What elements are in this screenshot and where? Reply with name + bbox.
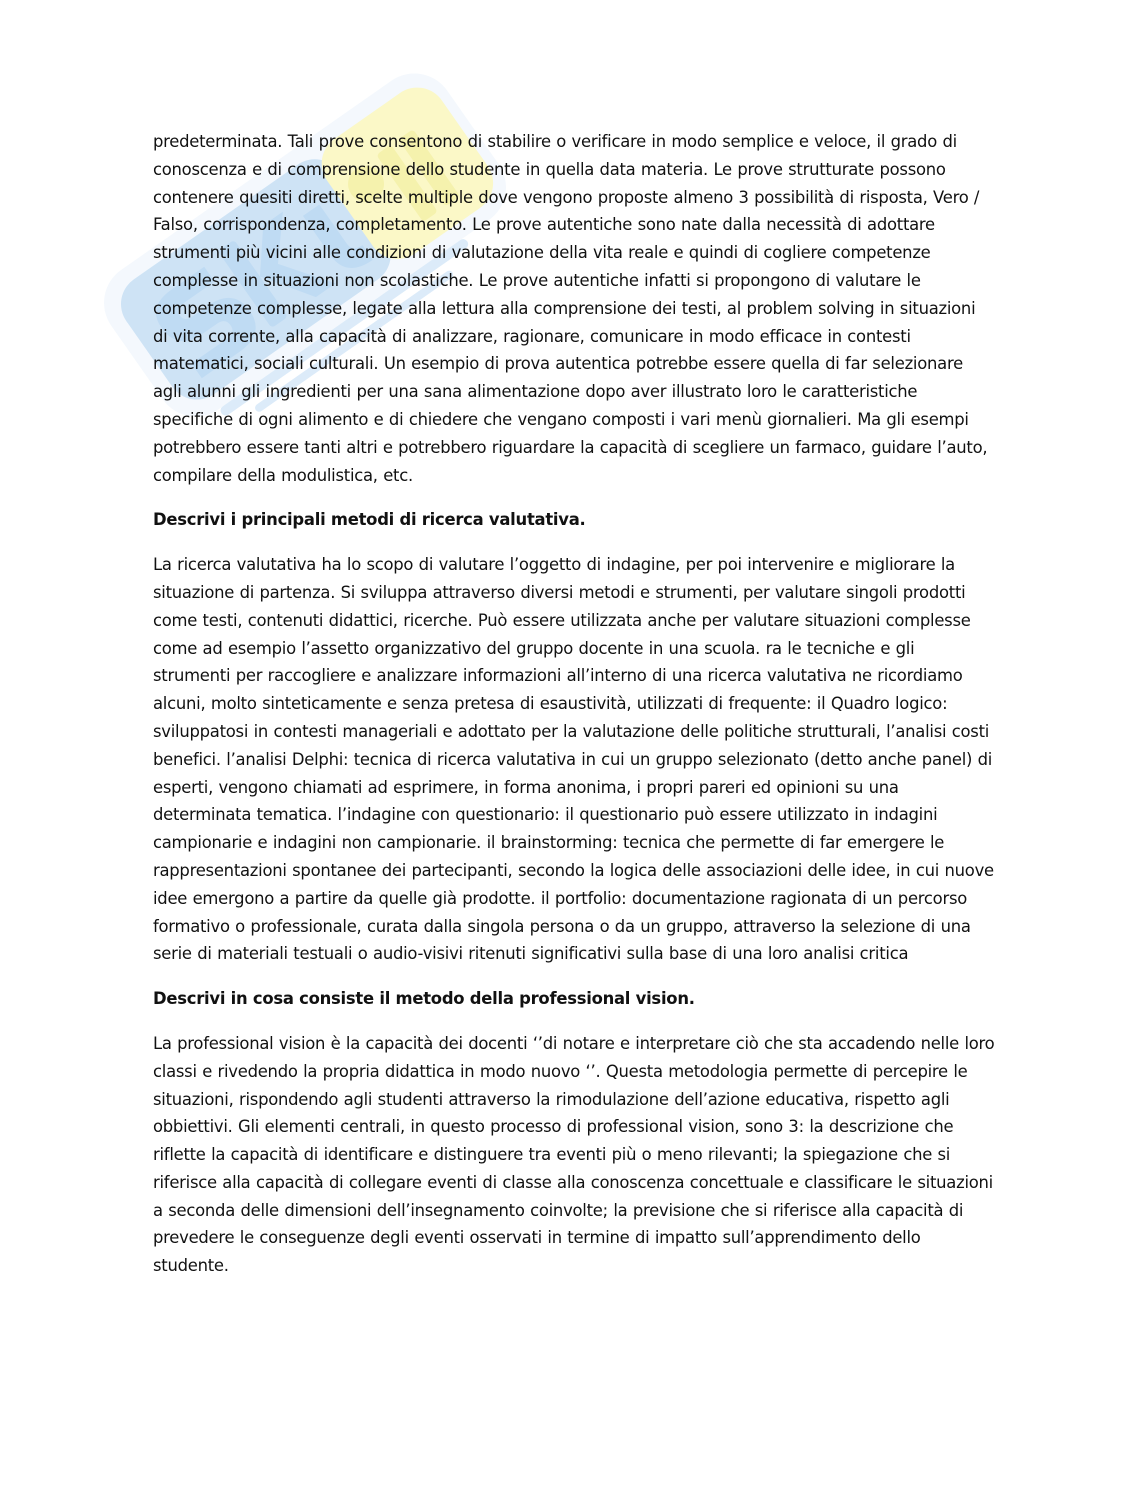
heading-ricerca-valutativa: Descrivi i principali metodi di ricerca valutativa. xyxy=(153,510,586,530)
paragraph-prove-strutturate: predeterminata. Tali prove consentono di stabilire o verificare in modo semplice e veloce, il grado di conoscenza e di comprensione dello studente in quella data materia. Le prove strutturate possono contenere quesiti diretti, scelte multiple dove vengono proposte almeno 3 possibilità di risposta, Vero / Falso, corrispondenza, completamento. Le prove autentiche sono nate dalla necessità di adottare strumenti più vicini alle condizioni di valutazione della vita reale e quindi di cogliere competenze complesse in situazioni non scolastiche. Le prove autentiche infatti si propongono di valutare le competenze complesse, legate alla lettura alla comprensione dei testi, al problem solving in situazioni di vita corrente, alla capacità di analizzare, ragionare, comunicare in modo efficace in contesti matematici, sociali culturali. Un esempio di prova autentica potrebbe essere quella di far selezionare agli alunni gli ingredienti per una sana alimentazione dopo aver illustrato loro le caratteristiche specifiche di ogni alimento e di chiedere che vengano composti i vari menù giornalieri. Ma gli esempi potrebbero essere tanti altri e potrebbero riguardare la capacità di scegliere un farmaco, guidare l’auto, compilare della modulistica, etc. xyxy=(153,132,988,485)
paragraph-ricerca-valutativa: La ricerca valutativa ha lo scopo di valutare l’oggetto di indagine, per poi intervenire e migliorare la situazione di partenza. Si sviluppa attraverso diversi metodi e strumenti, per valutare singoli prodotti come testi, contenuti didattici, ricerche. Può essere utilizzata anche per valutare situazioni complesse come ad esempio l’assetto organizzativo del gruppo docente in una scuola. ra le tecniche e gli strumenti per raccogliere e analizzare informazioni all’interno di una ricerca valutativa ne ricordiamo alcuni, molto sinteticamente e senza pretesa di esaustività, utilizzati di frequente: il Quadro logico: sviluppatosi in contesti manageriali e adottato per la valutazione delle politiche strutturali, l’analisi costi benefici. l’analisi Delphi: tecnica di ricerca valutativa in cui un gruppo selezionato (detto anche panel) di esperti, vengono chiamati ad esprimere, in forma anonima, i propri pareri ed opinioni su una determinata tematica. l’indagine con questionario: il questionario può essere utilizzato in indagini campionarie e indagini non campionarie. il brainstorming: tecnica che permette di far emergere le rappresentazioni spontanee dei partecipanti, secondo la logica delle associazioni delle idee, in cui nuove idee emergono a partire da quelle già prodotte. il portfolio: documentazione ragionata di un percorso formativo o professionale, curata dalla singola persona o da un gruppo, attraverso la selezione di una serie di materiali testuali o audio-visivi ritenuti significativi sulla base di una loro analisi critica xyxy=(153,555,994,964)
paragraph-professional-vision: La professional vision è la capacità dei docenti ‘’di notare e interpretare ciò che sta accadendo nelle loro classi e rivedendo la propria didattica in modo nuovo ‘’. Questa metodologia permette di percepire le situazioni, rispondendo agli studenti attraverso la rimodulazione dell’azione educativa, rispetto agli obbiettivi. Gli elementi centrali, in questo processo di professional vision, sono 3: la descrizione che riflette la capacità di identificare e distinguere tra eventi più o meno rilevanti; la spiegazione che si riferisce alla capacità di collegare eventi di classe alla conoscenza concettuale e classificare le situazioni a seconda delle dimensioni dell’insegnamento coinvolte; la previsione che si riferisce alla capacità di prevedere le conseguenze degli eventi osservati in termine di impatto sull’apprendimento dello studente. xyxy=(153,1033,995,1276)
document-body xyxy=(153,128,995,1297)
heading-professional-vision: Descrivi in cosa consiste il metodo della professional vision. xyxy=(153,989,695,1009)
